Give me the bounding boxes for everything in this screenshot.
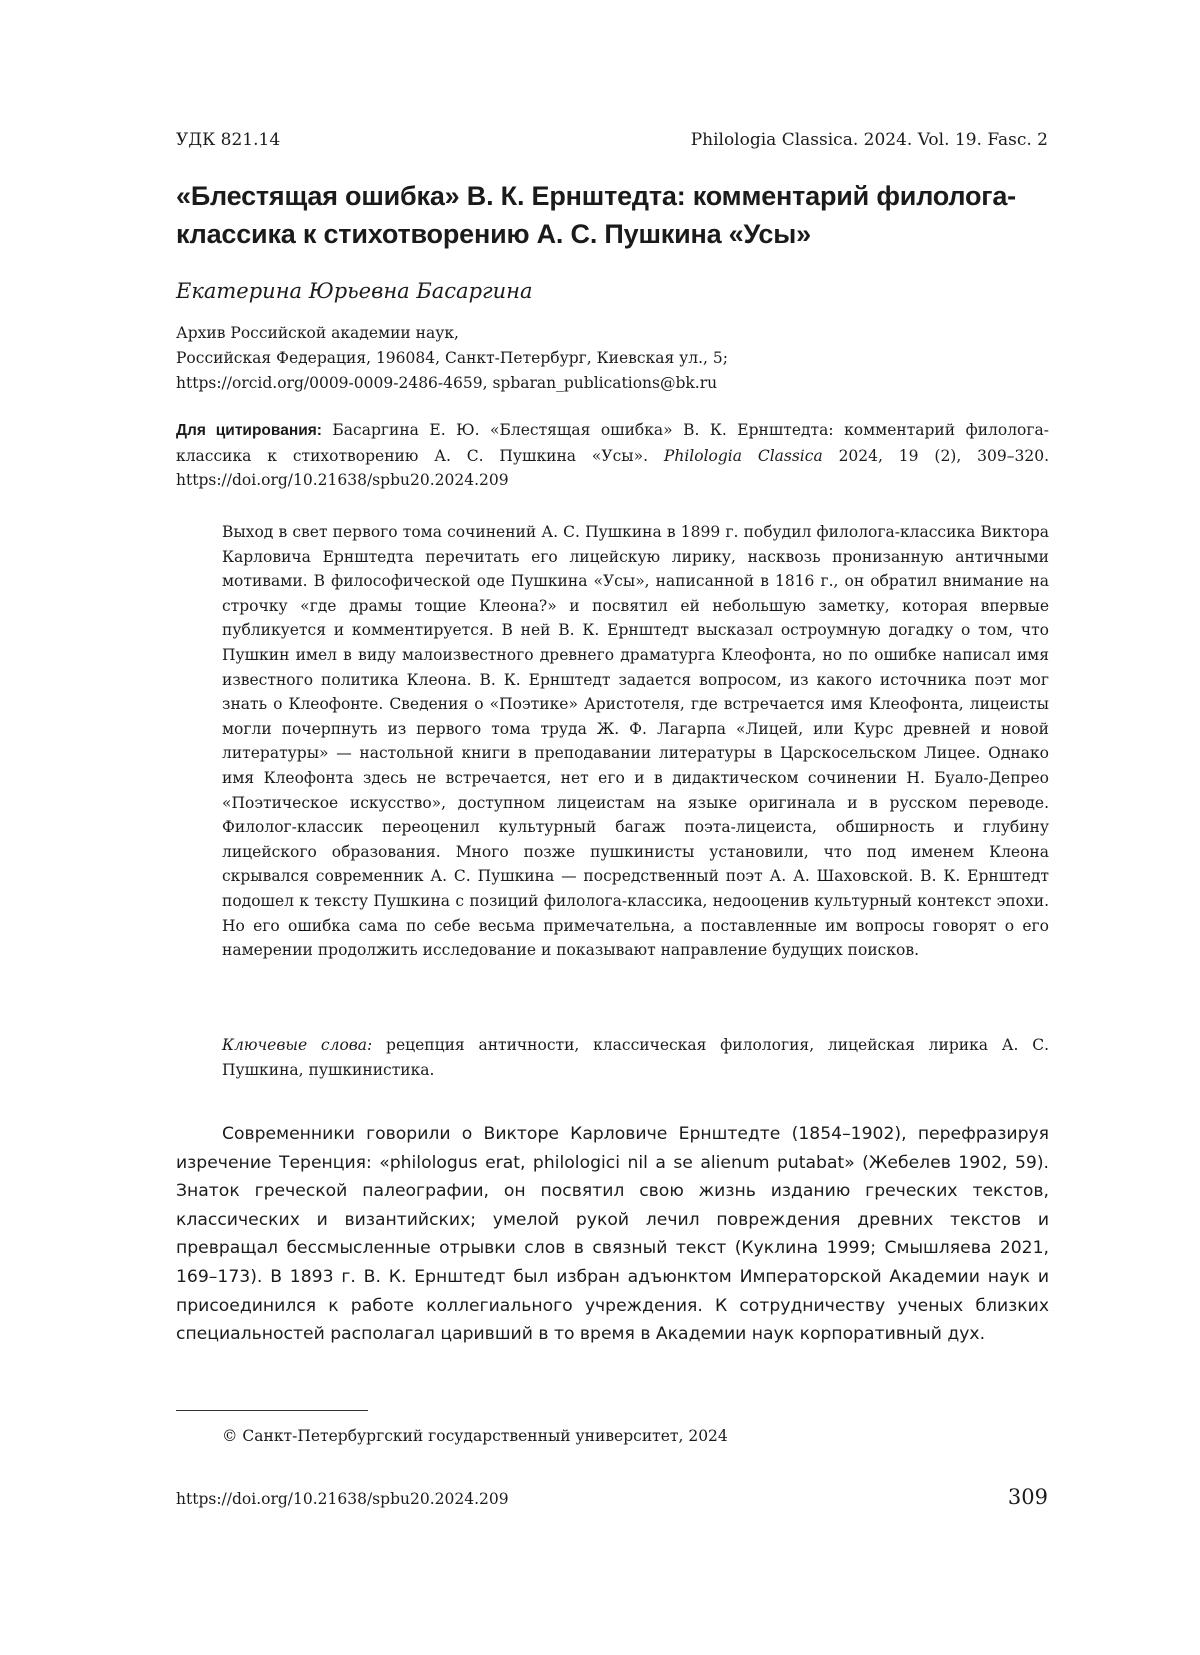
udk-code: УДК 821.14 — [176, 130, 281, 150]
author-name: Екатерина Юрьевна Басаргина — [176, 279, 533, 303]
journal-header: Philologia Classica. 2024. Vol. 19. Fasc. 2 — [690, 130, 1048, 150]
citation-details: 2024, 19 (2), 309–320. — [838, 446, 1049, 465]
footnote-divider — [176, 1410, 368, 1411]
citation-block — [176, 418, 1049, 493]
keywords — [222, 1033, 1049, 1082]
footer-doi-link[interactable]: https://doi.org/10.21638/spbu20.2024.209 — [176, 1490, 509, 1508]
affiliation-line-2: Российская Федерация, 196084, Санкт-Петербург, Киевская ул., 5; — [176, 349, 728, 367]
keywords-text: рецепция античности, классическая филология, лицейская лирика А. С. Пушкина, пушкинистика. — [222, 1036, 1050, 1079]
citation-journal: Philologia Classica — [663, 446, 823, 465]
citation-text: Басаргина Е. Ю. «Блестящая ошибка» В. К. Ернштедта: комментарий филолога-классика к стихотворению А. С. Пушкина «Усы». — [176, 421, 1049, 465]
affiliation — [176, 321, 1056, 396]
citation-doi-link[interactable]: https://doi.org/10.21638/spbu20.2024.209 — [176, 471, 509, 489]
keywords-label: Ключевые слова: — [222, 1036, 373, 1054]
body-paragraph: Современники говорили о Викторе Карловиче Ернштедте (1854–1902), перефразируя изречение Теренция: «philologus erat, philologici nil a se alienum putabat» (Жебелев 1902, 59). Знаток греческой палеографии, он посвятил свою жизнь изданию греческих текстов, классических и византийских; умелой рукой лечил повреждения древних текстов и превращал бессмысленные отрывки слов в связный текст (Куклина 1999; Смышляева 2021, 169–173). В 1893 г. В. К. Ернштедт был избран адъюнктом Императорской Академии наук и присоединился к работе коллегиального учреждения. К сотрудничеству ученых близких специальностей располагал царивший в то время в Академии наук корпоративный дух. — [176, 1124, 1049, 1345]
citation-label: Для цитирования: — [176, 422, 322, 439]
copyright-notice: © Санкт-Петербургский государственный университет, 2024 — [222, 1427, 728, 1445]
affiliation-line-1: Архив Российской академии наук, — [176, 324, 459, 342]
article-title: «Блестящая ошибка» В. К. Ернштедта: комментарий филолога-классика к стихотворению А. С. Пушкина «Усы» — [176, 181, 1016, 249]
affiliation-line-3[interactable]: https://orcid.org/0009-0009-2486-4659, spbaran_publications@bk.ru — [176, 374, 718, 392]
abstract: Выход в свет первого тома сочинений А. С. Пушкина в 1899 г. побудил филолога-классика Виктора Карловича Ернштедта перечитать его лицейскую лирику, насквозь пронизанную античными мотивами. В философической оде Пушкина «Усы», написанной в 1816 г., он обратил внимание на строчку «где драмы тощие Клеона?» и посвятил ей небольшую заметку, которая впервые публикуется и комментируется. В ней В. К. Ернштедт высказал остроумную догадку о том, что Пушкин имел в виду малоизвестного древнего драматурга Клеофонта, но по ошибке написал имя известного политика Клеона. В. К. Ернштедт задается вопросом, из какого источника поэт мог знать о Клеофонте. Сведения о «Поэтике» Аристотеля, где встречается имя Клеофонта, лицеисты могли почерпнуть из первого тома труда Ж. Ф. Лагарпа «Лицей, или Курс древней и новой литературы» — настольной книги в преподавании литературы в Царскосельском Лицее. Однако имя Клеофонта здесь не встречается, нет его и в дидактическом сочинении Н. Буало-Депрео «Поэтическое искусство», доступном лицеистам на языке оригинала и в русском переводе. Филолог-классик переоценил культурный багаж поэта-лицеиста, обширность и глубину лицейского образования. Много позже пушкинисты установили, что под именем Клеона скрывался современник А. С. Пушкина — посредственный поэт А. А. Шаховской. В. К. Ернштедт подошел к тексту Пушкина с позиций филолога-классика, недооценив культурный контекст эпохи. Но его ошибка сама по себе весьма примечательна, а поставленные им вопросы говорят о его намерении продолжить исследование и показывают направление будущих поисков. — [222, 523, 1049, 960]
page-number: 309 — [1007, 1485, 1048, 1509]
